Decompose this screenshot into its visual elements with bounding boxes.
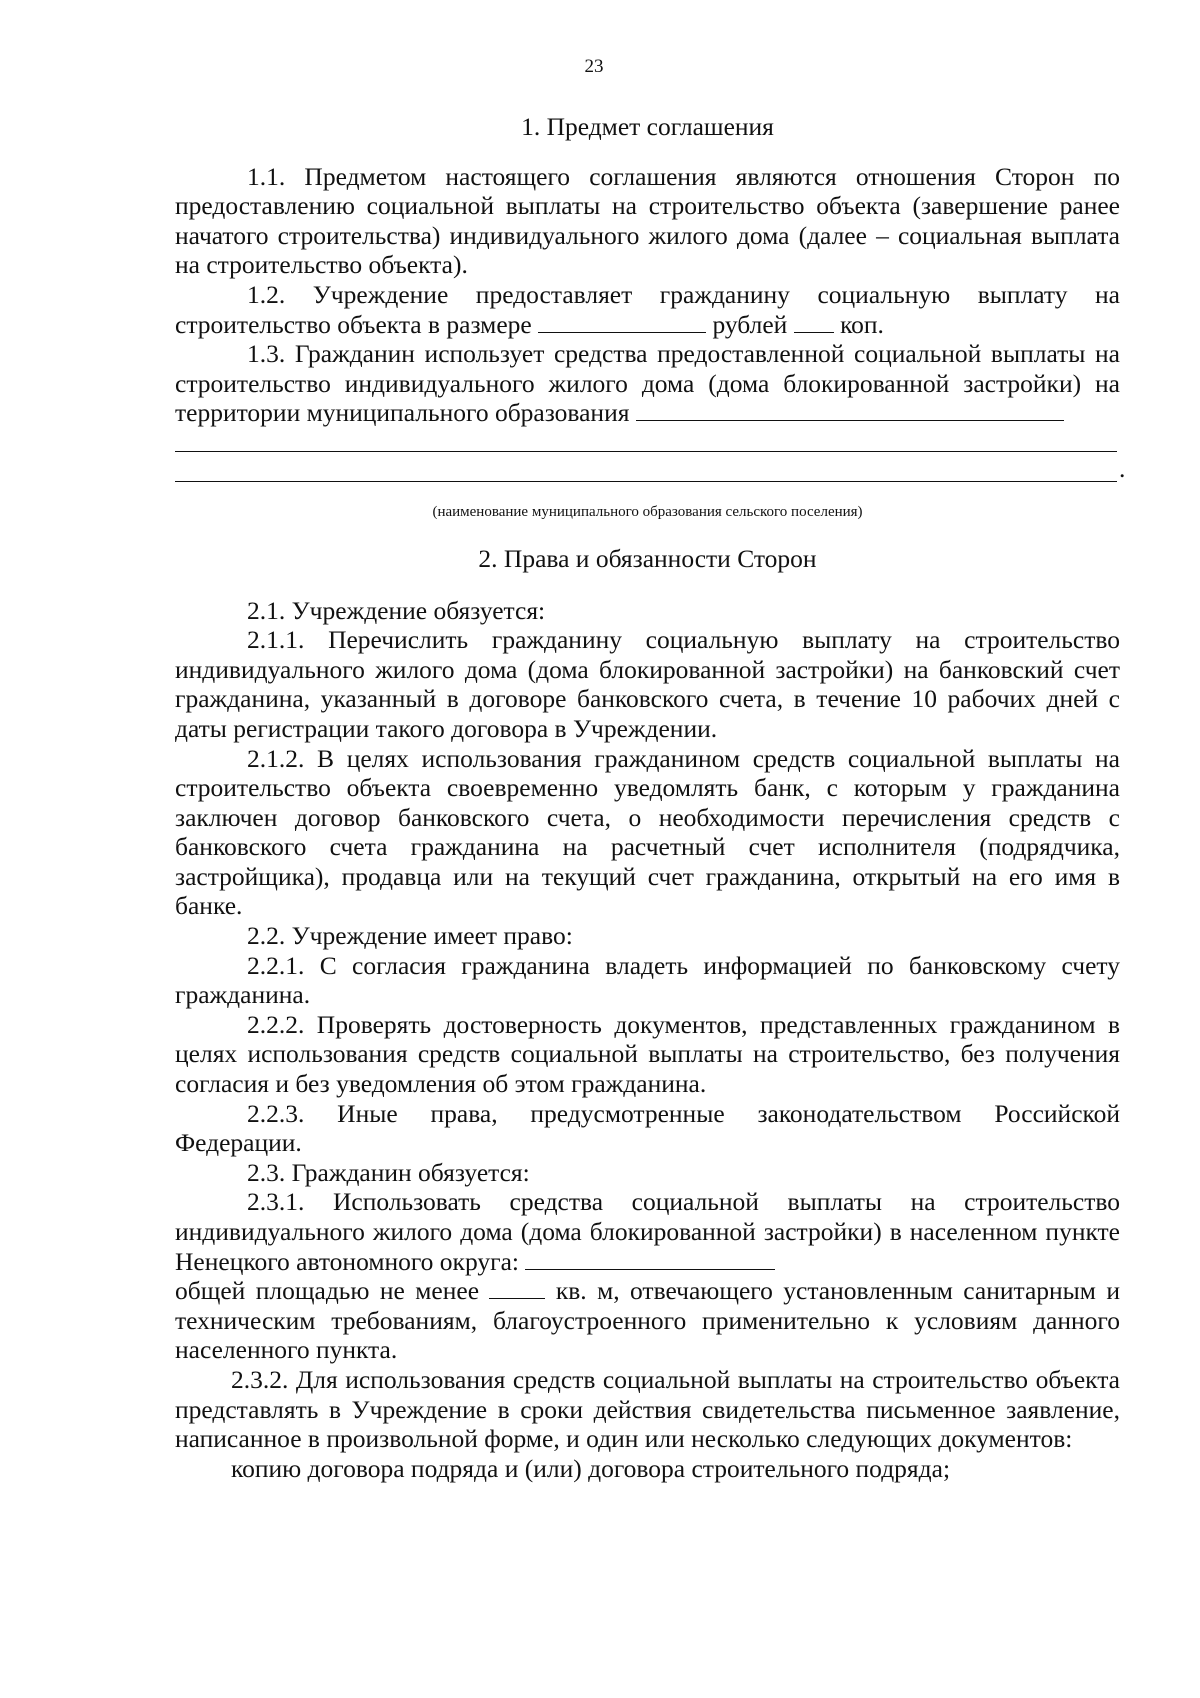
blank-line xyxy=(175,481,1117,482)
clause-2-1-2: 2.1.2. В целях использования гражданином средств социальной выплаты на строительство объекта своевременно уведомлять банк, с которым у гражданина заключен договор банковского счета, о необходимости перечисления средств с банковского счета гражданина на расчетный счет исполнителя (подрядчика, застройщика), продавца или на текущий счет гражданина, открытый на его имя в банке. xyxy=(175,743,1120,921)
clause-2-2-3: 2.2.3. Иные права, предусмотренные законодательством Российской Федерации. xyxy=(175,1098,1120,1158)
clause-1-1: 1.1. Предметом настоящего соглашения являются отношения Сторон по предоставлению социальной выплаты на строительство объекта (завершение ранее начатого строительства) индивидуального жилого дома (далее – социальная выплата на строительство объекта). xyxy=(175,161,1120,280)
clause-2-3-1-end: кв. м, отвечающего установленным санитарным и техническим требованиям, благоустроенного применительно к условиям данного населенного пункта. xyxy=(175,1276,1120,1365)
document-list-item: копию договора подряда и (или) договора строительного подряда; xyxy=(231,1453,951,1483)
clause-2-2-2: 2.2.2. Проверять достоверность документов, представленных гражданином в целях использования средств социальной выплаты на строительство, без получения согласия и без уведомления об этом гражданина. xyxy=(175,1009,1120,1099)
section-2-title: 2. Права и обязанности Сторон xyxy=(478,543,817,573)
document-body xyxy=(175,112,1126,1483)
blank-line xyxy=(175,451,1117,452)
municipality-blank-3 xyxy=(175,454,1126,488)
clause-2-3-1 xyxy=(175,1187,1120,1276)
amount-kopecks-blank xyxy=(794,310,834,333)
area-label: общей площадью не менее xyxy=(175,1276,480,1306)
clause-2-3: 2.3. Гражданин обязуется: xyxy=(247,1157,530,1187)
clause-2-3-1-text: 2.3.1. Использовать средства социальной выплаты на строительство индивидуального жилого дома (дома блокированной застройки) в населенном пункте Ненецкого автономного округа: xyxy=(175,1187,1120,1276)
clause-2-2-1: 2.2.1. С согласия гражданина владеть информацией по банковскому счету гражданина. xyxy=(175,950,1120,1010)
amount-rubles-blank xyxy=(538,310,706,333)
settlement-blank xyxy=(525,1247,775,1270)
municipality-blank-2 xyxy=(175,428,1120,458)
clause-2-2: 2.2. Учреждение имеет право: xyxy=(247,921,573,951)
clause-1-3-text: 1.3. Гражданин использует средства предоставленной социальной выплаты на строительство индивидуального жилого дома (дома блокированной застройки) на территории муниципального образования xyxy=(175,339,1120,428)
kopecks-label: коп. xyxy=(840,309,884,339)
clause-1-2-text: 1.2. Учреждение предоставляет гражданину социальную выплату на строительство объекта в размере xyxy=(175,279,1120,339)
rubles-label: рублей xyxy=(712,309,788,339)
area-blank xyxy=(489,1276,545,1299)
clause-2-1: 2.1. Учреждение обязуется: xyxy=(247,595,546,625)
line-end-dot: . xyxy=(1119,454,1126,484)
clause-2-3-1-continued xyxy=(175,1276,1120,1365)
clause-1-2 xyxy=(175,280,1120,339)
clause-2-3-2: 2.3.2. Для использования средств социальной выплаты на строительство объекта представлять в Учреждение в сроки действия свидетельства письменное заявление, написанное в произвольной форме, и один или несколько следующих документов: xyxy=(175,1364,1120,1454)
clause-1-3 xyxy=(175,339,1120,428)
section-1-title: 1. Предмет соглашения xyxy=(521,112,774,141)
clause-2-1-1: 2.1.1. Перечислить гражданину социальную выплату на строительство индивидуального жилого дома (дома блокированной застройки) на банковский счет гражданина, указанный в договоре банковского счета, в течение 10 рабочих дней с даты регистрации такого договора в Учреждении. xyxy=(175,625,1120,743)
municipality-caption: (наименование муниципального образования сельского поселения) xyxy=(432,503,863,520)
page-number: 23 xyxy=(584,56,604,77)
municipality-blank-1 xyxy=(636,398,1064,421)
